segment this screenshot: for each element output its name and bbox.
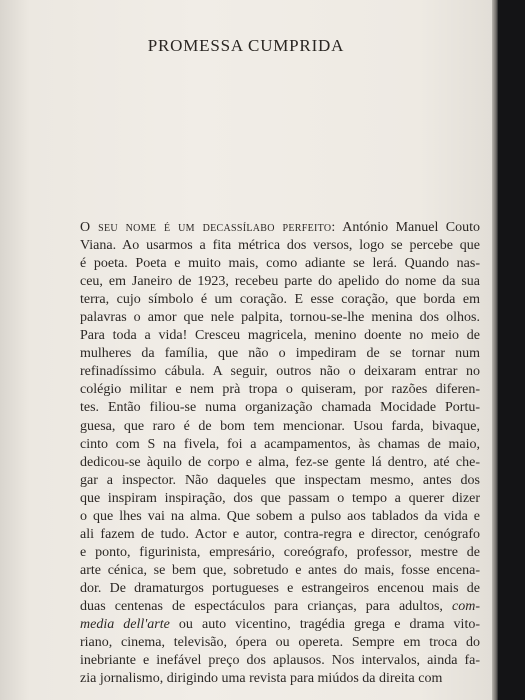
text-line: que inspiram inspiração, dos que passam o tempo a querer dizer — [80, 490, 480, 506]
opening-small-caps: O seu nome é um decassílabo perfeito: — [80, 220, 336, 235]
text-line: ali fazem de tudo. Actor e autor, contra-regra e director, cenógrafo — [80, 526, 480, 542]
text-line: Viana. Ao usarmos a fita métrica dos versos, logo se percebe que — [80, 238, 480, 254]
text-line: O seu nome é um decassílabo perfeito: António Manuel Couto — [80, 220, 480, 235]
text-line: riano, cinema, televisão, ópera ou opereta. Sempre em troca do — [80, 635, 480, 651]
body-text — [80, 219, 480, 688]
text-line: duas centenas de espectáculos para crianças, para adultos, com- — [80, 598, 480, 614]
text-line: colégio militar e nem prà tropa o quiseram, por razões diferen- — [80, 382, 480, 398]
text-line: o que lhes vai na alma. Que sobem a pulso aos tablados da vida e — [80, 508, 480, 524]
text-line: tes. Então filiou-se numa organização chamada Mocidade Portu- — [80, 400, 480, 416]
text-line: palavras o amor que nele palpita, tornou-se-lhe menina dos olhos. — [80, 310, 480, 326]
text-line: terra, cujo símbolo é um coração. E esse coração, que borda em — [80, 292, 480, 308]
text-line: ceu, em Janeiro de 1923, recebeu parte do apelido do nome da sua — [80, 274, 480, 290]
text-line: cinto com S na fivela, foi a acampamentos, às chamas de maio, — [80, 436, 480, 452]
text-line: refinadíssimo cábula. A seguir, outros não o deixaram entrar no — [80, 364, 480, 380]
chapter-title: PROMESSA CUMPRIDA — [147, 36, 345, 55]
text-line: é poeta. Poeta e muito mais, como adiante se lerá. Quando nas- — [80, 256, 480, 272]
text-line: mulheres da família, que não o impediram de se tornar num — [80, 346, 480, 362]
text-line: dor. De dramaturgos portugueses e estrangeiros encenou mais de — [80, 580, 480, 596]
text-line: dedicou-se àquilo de corpo e alma, fez-se gente lá dentro, até che- — [80, 454, 480, 470]
italic-phrase: media dell'arte — [80, 617, 170, 633]
text-line: gar a inspector. Não daqueles que inspectam mesmo, antes dos — [80, 472, 480, 488]
text-line: Para toda a vida! Cresceu magricela, menino doente no meio de — [80, 328, 480, 344]
text-line: e ponto, figurinista, empresário, coreógrafo, professor, mestre de — [80, 544, 480, 560]
text-line: inebriante e inefável preço dos aplausos. Nos intervalos, ainda fa- — [80, 653, 480, 669]
italic-word: com- — [452, 598, 480, 614]
text-line: arte cénica, se bem que, sobretudo e antes do mais, fosse encena- — [80, 562, 480, 578]
text-line: guesa, que raro é de bom tem mencionar. Usou farda, bivaque, — [80, 418, 480, 434]
text-line: media dell'arte ou auto vicentino, tragédia grega e drama vito- — [80, 617, 480, 633]
text-line: zia jornalismo, dirigindo uma revista para miúdos da direita com — [80, 671, 443, 687]
background-dark — [498, 0, 525, 700]
